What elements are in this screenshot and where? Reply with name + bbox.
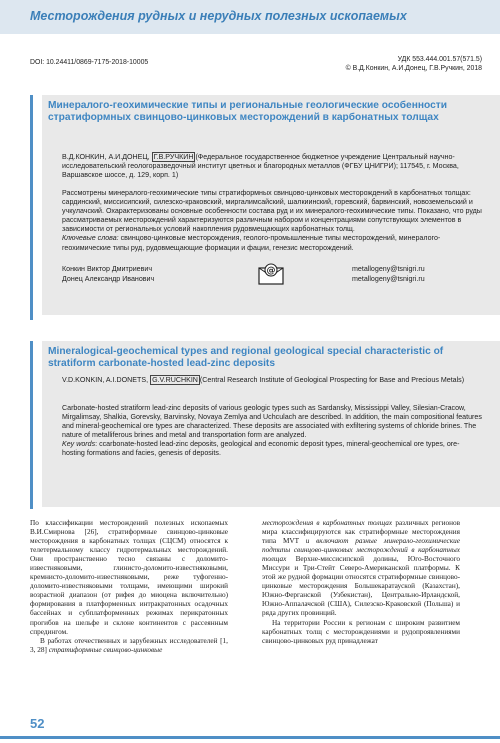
en-keywords-label: Key words — [62, 440, 96, 449]
ru-abstract — [62, 189, 482, 253]
svg-text:@: @ — [266, 266, 276, 276]
ru-authors-names: В.Д.КОНКИН, А.И.ДОНЕЦ, — [62, 153, 150, 161]
contact-email[interactable]: metallogeny@tsnigri.ru — [352, 274, 425, 283]
body-column-left — [30, 519, 228, 655]
doi[interactable]: DOI: 10.24411/0869-7175-2018-10005 — [30, 59, 149, 66]
journal-header — [0, 0, 500, 34]
contact-email[interactable]: metallogeny@tsnigri.ru — [352, 265, 425, 273]
mail-at-icon — [258, 263, 284, 285]
copyright: © В.Д.Конкин, А.И.Донец, Г.В.Ручкин, 2018 — [345, 65, 482, 72]
contact-name: Конкин Виктор Дмитриевич — [62, 265, 153, 273]
body-column-right — [262, 519, 460, 646]
page-number: 52 — [30, 716, 45, 731]
contact-names — [62, 265, 154, 284]
en-keywords: : ccarbonate-hosted lead-zinc deposits, geological and economic deposit types, mineral-geochemical ore types, ore-hosting formations and facies, genesis of deposits. — [62, 440, 460, 458]
ru-keywords: свинцово-цинковые месторождения, геолого-промышленные типы месторождений, минералого-геохимические типы руд, рудовмещающие формации и фации, генезис месторождений. — [62, 234, 441, 252]
body-paragraph: На территории России к регионам с широким развитием карбонатных толщ с месторождениями и рудопроявлениями свинцово-цинковых руд принадлежат — [262, 618, 460, 645]
contact-emails — [352, 265, 425, 284]
body-paragraph: По классификации месторождений полезных ископаемых В.И.Смирнова [26], стратиформные свинцово-цинковые месторождения в карбонатных толщах (СЦСМ) относятся к телетермальному классу гидротермальных месторождений. Они пространственно тесно связаны с доломито-известняковыми, глинисто-доломито-известняковыми, кремнисто-доломито-известняковыми, реже туфогенно-доломито-известняковыми толщами, имеющими широкий возрастной диапазон (от рифея до миоцена включительно) формирования в платформенных интракратонных осадочных бассейнах и субплатформенных режимах перикратонных прогибов на шельфе и склоне континентов с рассеянным спредингом. — [30, 519, 228, 636]
ru-affiliation: (Федеральное государственное бюджетное учреждение Центральный научно-исследовательский геологоразведочный институт цветных и благородных металлов (ФГБУ ЦНИГРИ); 117545, г. Москва, Варшавское шоссе, д. 129, корп. 1) — [62, 153, 459, 179]
udk-block — [346, 55, 482, 73]
ru-abstract-text: Рассмотрены минералого-геохимические типы стратиформных свинцово-цинковых месторождений в карбонатных толщах: сардинский, миссисипский, силезско-краковский, миргалимсайский, шалкиинский, горевский, барвинский, новоземельский и учкулачский. Охарактеризованы основные особенности состава руд и их минералого-геохимические типы. Показано, что руды рассматриваемых месторождений характеризуются различным набором и концентрациями сопутствующих элементов в зависимости от региональных условий накопления рудовмещающих карбонатных толщ. — [62, 189, 482, 234]
en-corresponding-author: G.V.RUCHKIN — [152, 376, 198, 384]
footer-rule — [0, 736, 500, 739]
en-abstract — [62, 404, 482, 459]
ru-authors — [62, 153, 482, 180]
ru-title: Минералого-геохимические типы и региональные геологические особенности стратиформных свинцово-цинковых месторождений в карбонатных толщах — [48, 100, 448, 123]
ru-keywords-label: Ключевые слова: — [62, 234, 119, 243]
journal-section-title: Месторождения рудных и нерудных полезных ископаемых — [30, 9, 407, 23]
accent-bar — [30, 341, 33, 509]
ru-corresponding-author: Г.В.РУЧКИН — [153, 153, 194, 161]
contact-name: Донец Александр Иванович — [62, 274, 155, 283]
body-paragraph: В работах отечественных и зарубежных исследователей [1, 3, 28] стратиформные свинцово-цинковые — [30, 636, 228, 654]
en-affiliation: (Central Research Institute of Geological Prospecting for Base and Precious Metals) — [199, 376, 465, 384]
en-authors-names: V.D.KONKIN, A.I.DONETS, — [62, 376, 149, 384]
accent-bar — [30, 95, 33, 320]
en-abstract-text: Carbonate-hosted stratiform lead-zinc deposits of various geologic types such as Sardansky, Mississippi Valley, Silesian-Cracow, Mirgalimsay, Shalkia, Gorevsky, Barvinsky, Novaya Zemlya and Uchculach are described. In addition, the main compositional features and mineral-geochemical ore types are characterized. These deposits are associated with exfiltering systems of chloride brines. The nature of metalliferous brines and metal and transportation form are analyzed. — [62, 404, 482, 440]
en-authors — [62, 376, 482, 385]
udk-code: УДК 553.444.001.57(571.5) — [397, 56, 482, 63]
en-title: Mineralogical-geochemical types and regional geological special characteristic of stratiform carbonate-hosted lead-zinc deposits — [48, 346, 444, 369]
body-paragraph: месторождения в карбонатных толщах различных регионов мира классифицируются как стратиформные месторождения типа MVT и включают разные минерало-геохимические подтипы свинцово-цинковых месторождений в карбонатных толщах Верхне-миссисипской долины, Юго-Восточного Миссури и Три-Стейт Северо-Американской платформы. К этой же рудной формации относятся стратиформные свинцово-цинковые месторождения Большекаратауской (Казахстан), Южно-Ферганской (Узбекистан), Центрально-Ирландской, Южно-Аппалачской (США), Силезско-Краковской (Польша) и ряда других провинций. — [262, 519, 461, 618]
